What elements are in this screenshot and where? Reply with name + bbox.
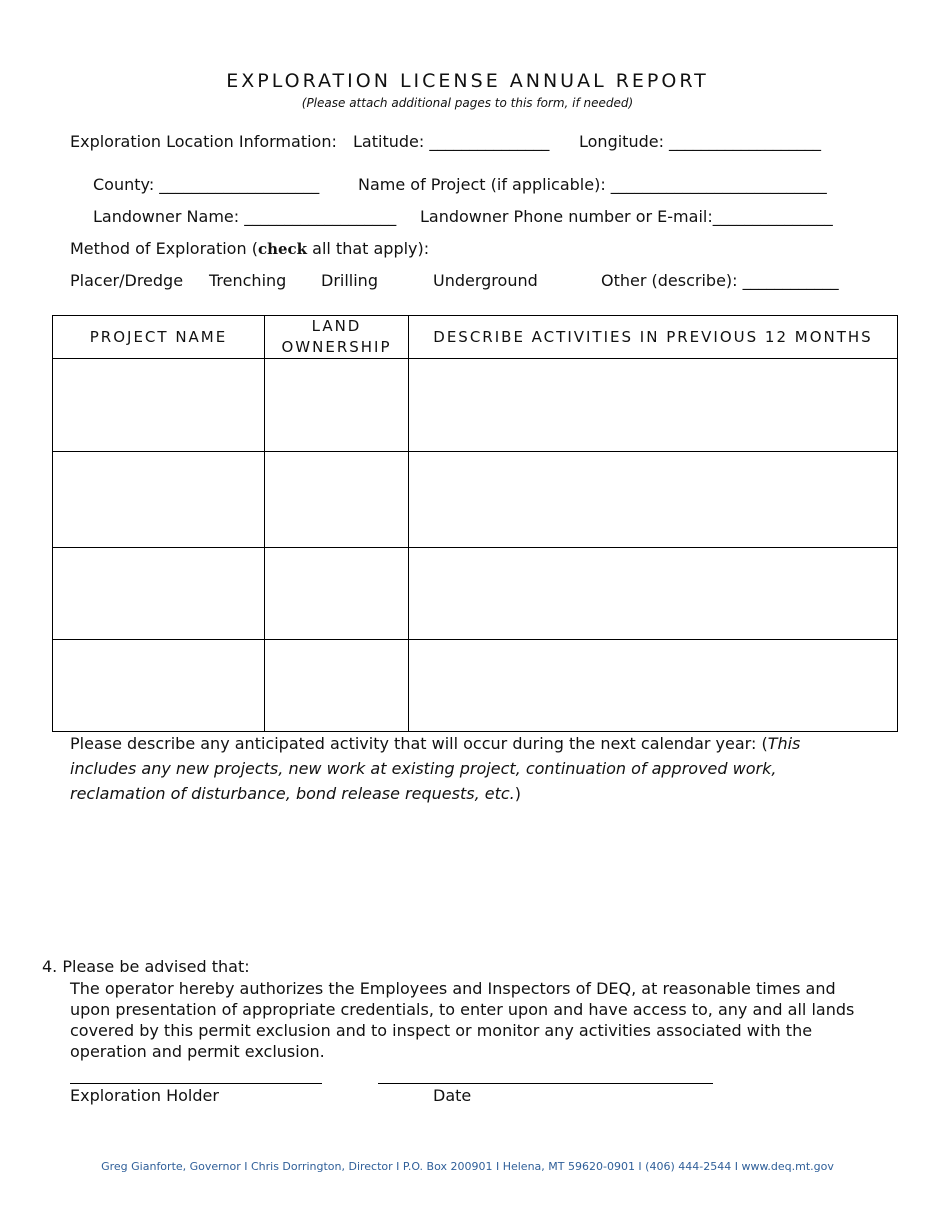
header-project-name: PROJECT NAME: [53, 316, 265, 359]
holder-signature-line[interactable]: [70, 1083, 322, 1084]
method-check-word: check: [257, 240, 308, 258]
header-land-ownership: LAND OWNERSHIP: [265, 316, 409, 359]
landowner-contact-field[interactable]: Landowner Phone number or E-mail:_______________: [420, 207, 833, 226]
land-ownership-cell[interactable]: [265, 640, 409, 732]
method-option-other[interactable]: Other (describe): ____________: [601, 271, 839, 290]
method-option-drilling[interactable]: Drilling: [321, 271, 378, 290]
footer-contact: Greg Gianforte, Governor I Chris Dorrington, Director I P.O. Box 200901 I Helena, MT 59620-0901 I (406) 444-2544 I www.deq.mt.gov: [101, 1160, 834, 1173]
table-row: [53, 359, 898, 452]
project-name-field[interactable]: Name of Project (if applicable): ___________________________: [358, 175, 827, 194]
holder-label: Exploration Holder: [70, 1086, 219, 1105]
table-row: [53, 452, 898, 548]
anticipated-activity-prompt: [70, 731, 870, 806]
form-title: EXPLORATION LICENSE ANNUAL REPORT: [226, 70, 709, 92]
advised-body: The operator hereby authorizes the Employees and Inspectors of DEQ, at reasonable times and upon presentation of appropriate credentials, to enter upon and have access to, any and all lands covered by this permit exclusion and to inspect or monitor any activities associated with the operation and permit exclusion.: [70, 979, 855, 1061]
location-label: Exploration Location Information:: [70, 132, 337, 151]
project-name-cell[interactable]: [53, 359, 265, 452]
date-label: Date: [433, 1086, 472, 1105]
activities-cell[interactable]: [409, 548, 898, 640]
longitude-field[interactable]: Longitude: ___________________: [579, 132, 822, 151]
project-name-cell[interactable]: [53, 548, 265, 640]
land-ownership-cell[interactable]: [265, 359, 409, 452]
land-ownership-cell[interactable]: [265, 548, 409, 640]
form-subtitle: (Please attach additional pages to this form, if needed): [301, 96, 634, 110]
table-header-row: [53, 316, 898, 359]
activities-cell[interactable]: [409, 359, 898, 452]
method-option-trenching[interactable]: Trenching: [209, 271, 287, 290]
date-signature-line[interactable]: [378, 1083, 713, 1084]
activities-cell[interactable]: [409, 452, 898, 548]
header-activities: DESCRIBE ACTIVITIES IN PREVIOUS 12 MONTHS: [409, 316, 898, 359]
anticipated-lead: Please describe any anticipated activity that will occur during the next calendar year: (: [70, 734, 768, 753]
activities-cell[interactable]: [409, 640, 898, 732]
county-field[interactable]: County: ____________________: [93, 175, 320, 194]
table-row: [53, 640, 898, 732]
method-option-underground[interactable]: Underground: [433, 271, 538, 290]
method-prefix: Method of Exploration (: [70, 239, 258, 258]
advised-heading: 4. Please be advised that:: [42, 957, 250, 976]
land-ownership-cell[interactable]: [265, 452, 409, 548]
anticipated-close: ): [514, 784, 521, 803]
latitude-field[interactable]: Latitude: _______________: [353, 132, 550, 151]
table-row: [53, 548, 898, 640]
project-name-cell[interactable]: [53, 452, 265, 548]
method-suffix: all that apply):: [307, 239, 430, 258]
method-option-placer[interactable]: Placer/Dredge: [70, 271, 184, 290]
anticipated-examples: This includes any new projects, new work at existing project, continuation of approved work, reclamation of disturbance, bond release requests, etc.: [70, 734, 801, 803]
method-label: [70, 239, 429, 258]
project-name-cell[interactable]: [53, 640, 265, 732]
projects-table: [52, 315, 898, 732]
landowner-name-field[interactable]: Landowner Name: ___________________: [93, 207, 397, 226]
